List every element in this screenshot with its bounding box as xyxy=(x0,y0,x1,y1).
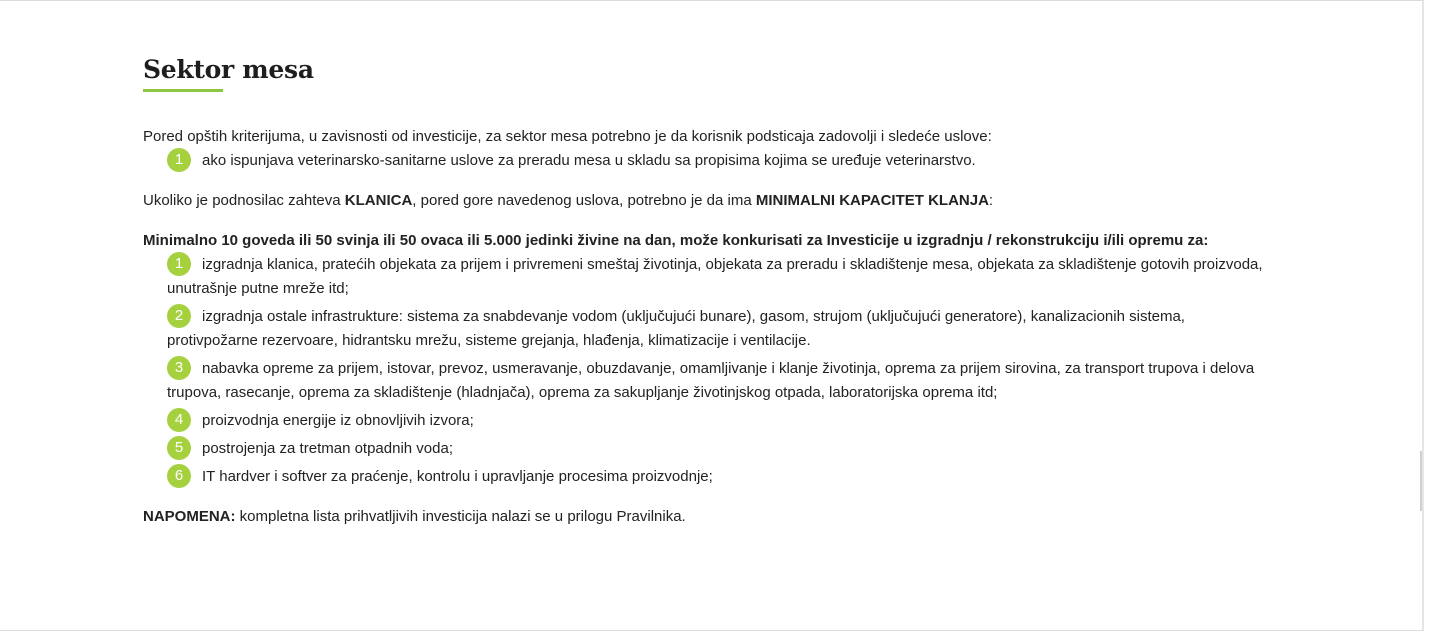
scrollbar-edge[interactable] xyxy=(1420,451,1422,511)
list-item-text: izgradnja klanica, pratećih objekata za prijem i privremeni smeštaj životinja, objekata za preradu i skladištenje mesa, objekata za skladištenje gotovih proizvoda, unutrašnje putne mreže itd; xyxy=(167,256,1263,298)
list-item-text: ako ispunjava veterinarsko-sanitarne uslove za preradu mesa u skladu sa propisima kojima se uređuje veterinarstvo. xyxy=(202,152,976,169)
number-badge: 1 xyxy=(167,148,191,172)
list-item xyxy=(167,357,1268,405)
klanica-prefix: Ukoliko je podnosilac zahteva xyxy=(143,192,345,210)
note-label: NAPOMENA: xyxy=(143,508,236,526)
list-item-text: IT hardver i softver za praćenje, kontrolu i upravljanje procesima proizvodnje; xyxy=(202,468,713,486)
note-paragraph xyxy=(143,505,1268,529)
capacity-bold: MINIMALNI KAPACITET KLANJA xyxy=(755,192,989,210)
title-underline xyxy=(143,89,223,92)
minimum-paragraph: Minimalno 10 goveda ili 50 svinja ili 50 ovaca ili 5.000 jedinki živine na dan, može konkurisati za Investicije u izgradnju / rekonstrukciju i/ili opremu za: xyxy=(143,232,1209,250)
list-item-text: postrojenja za tretman otpadnih voda; xyxy=(202,440,453,458)
list-item-text: proizvodnja energije iz obnovljivih izvora; xyxy=(202,412,474,430)
list-item-text: izgradnja ostale infrastrukture: sistema za snabdevanje vodom (uključujući bunare), gasom, strujom (uključujući generatore), kanalizacionih sistema, protivpožarne rezervoare, hidrantsku mrežu, sisteme grejanja, hlađenja, klimatizacije i ventilacije. xyxy=(167,308,1185,350)
list-item xyxy=(167,465,1268,489)
number-badge: 4 xyxy=(167,408,191,432)
number-badge: 2 xyxy=(167,304,191,328)
conditions-list xyxy=(143,149,1268,173)
number-badge: 6 xyxy=(167,464,191,488)
list-item-text: nabavka opreme za prijem, istovar, prevoz, usmeravanje, obuzdavanje, omamljivanje i klanje životinja, oprema za prijem sirovina, za transport trupova i delova trupova, rasecanje, oprema za skladištenje (hladnjača), oprema za sakupljanje životinjskog otpada, laboratorijska oprema itd; xyxy=(167,360,1255,402)
klanica-middle: , pored gore navedenog uslova, potrebno je da ima xyxy=(412,192,756,210)
investments-list xyxy=(143,253,1268,489)
note-text: kompletna lista prihvatljivih investicija nalazi se u prilogu Pravilnika. xyxy=(235,508,686,526)
number-badge: 1 xyxy=(167,252,191,276)
intro-paragraph: Pored opštih kriterijuma, u zavisnosti od investicije, za sektor mesa potrebno je da korisnik podsticaja zadovolji i sledeće uslove: xyxy=(143,128,992,145)
section-title: Sektor mesa xyxy=(143,55,314,84)
list-item xyxy=(167,149,1268,173)
list-item xyxy=(167,437,1268,461)
number-badge: 3 xyxy=(167,356,191,380)
klanica-bold: KLANICA xyxy=(344,192,413,210)
list-item xyxy=(167,305,1268,353)
klanica-suffix: : xyxy=(988,192,994,210)
sector-content xyxy=(143,53,1268,529)
list-item xyxy=(167,253,1268,301)
klanica-paragraph xyxy=(143,189,1268,213)
list-item xyxy=(167,409,1268,433)
number-badge: 5 xyxy=(167,436,191,460)
